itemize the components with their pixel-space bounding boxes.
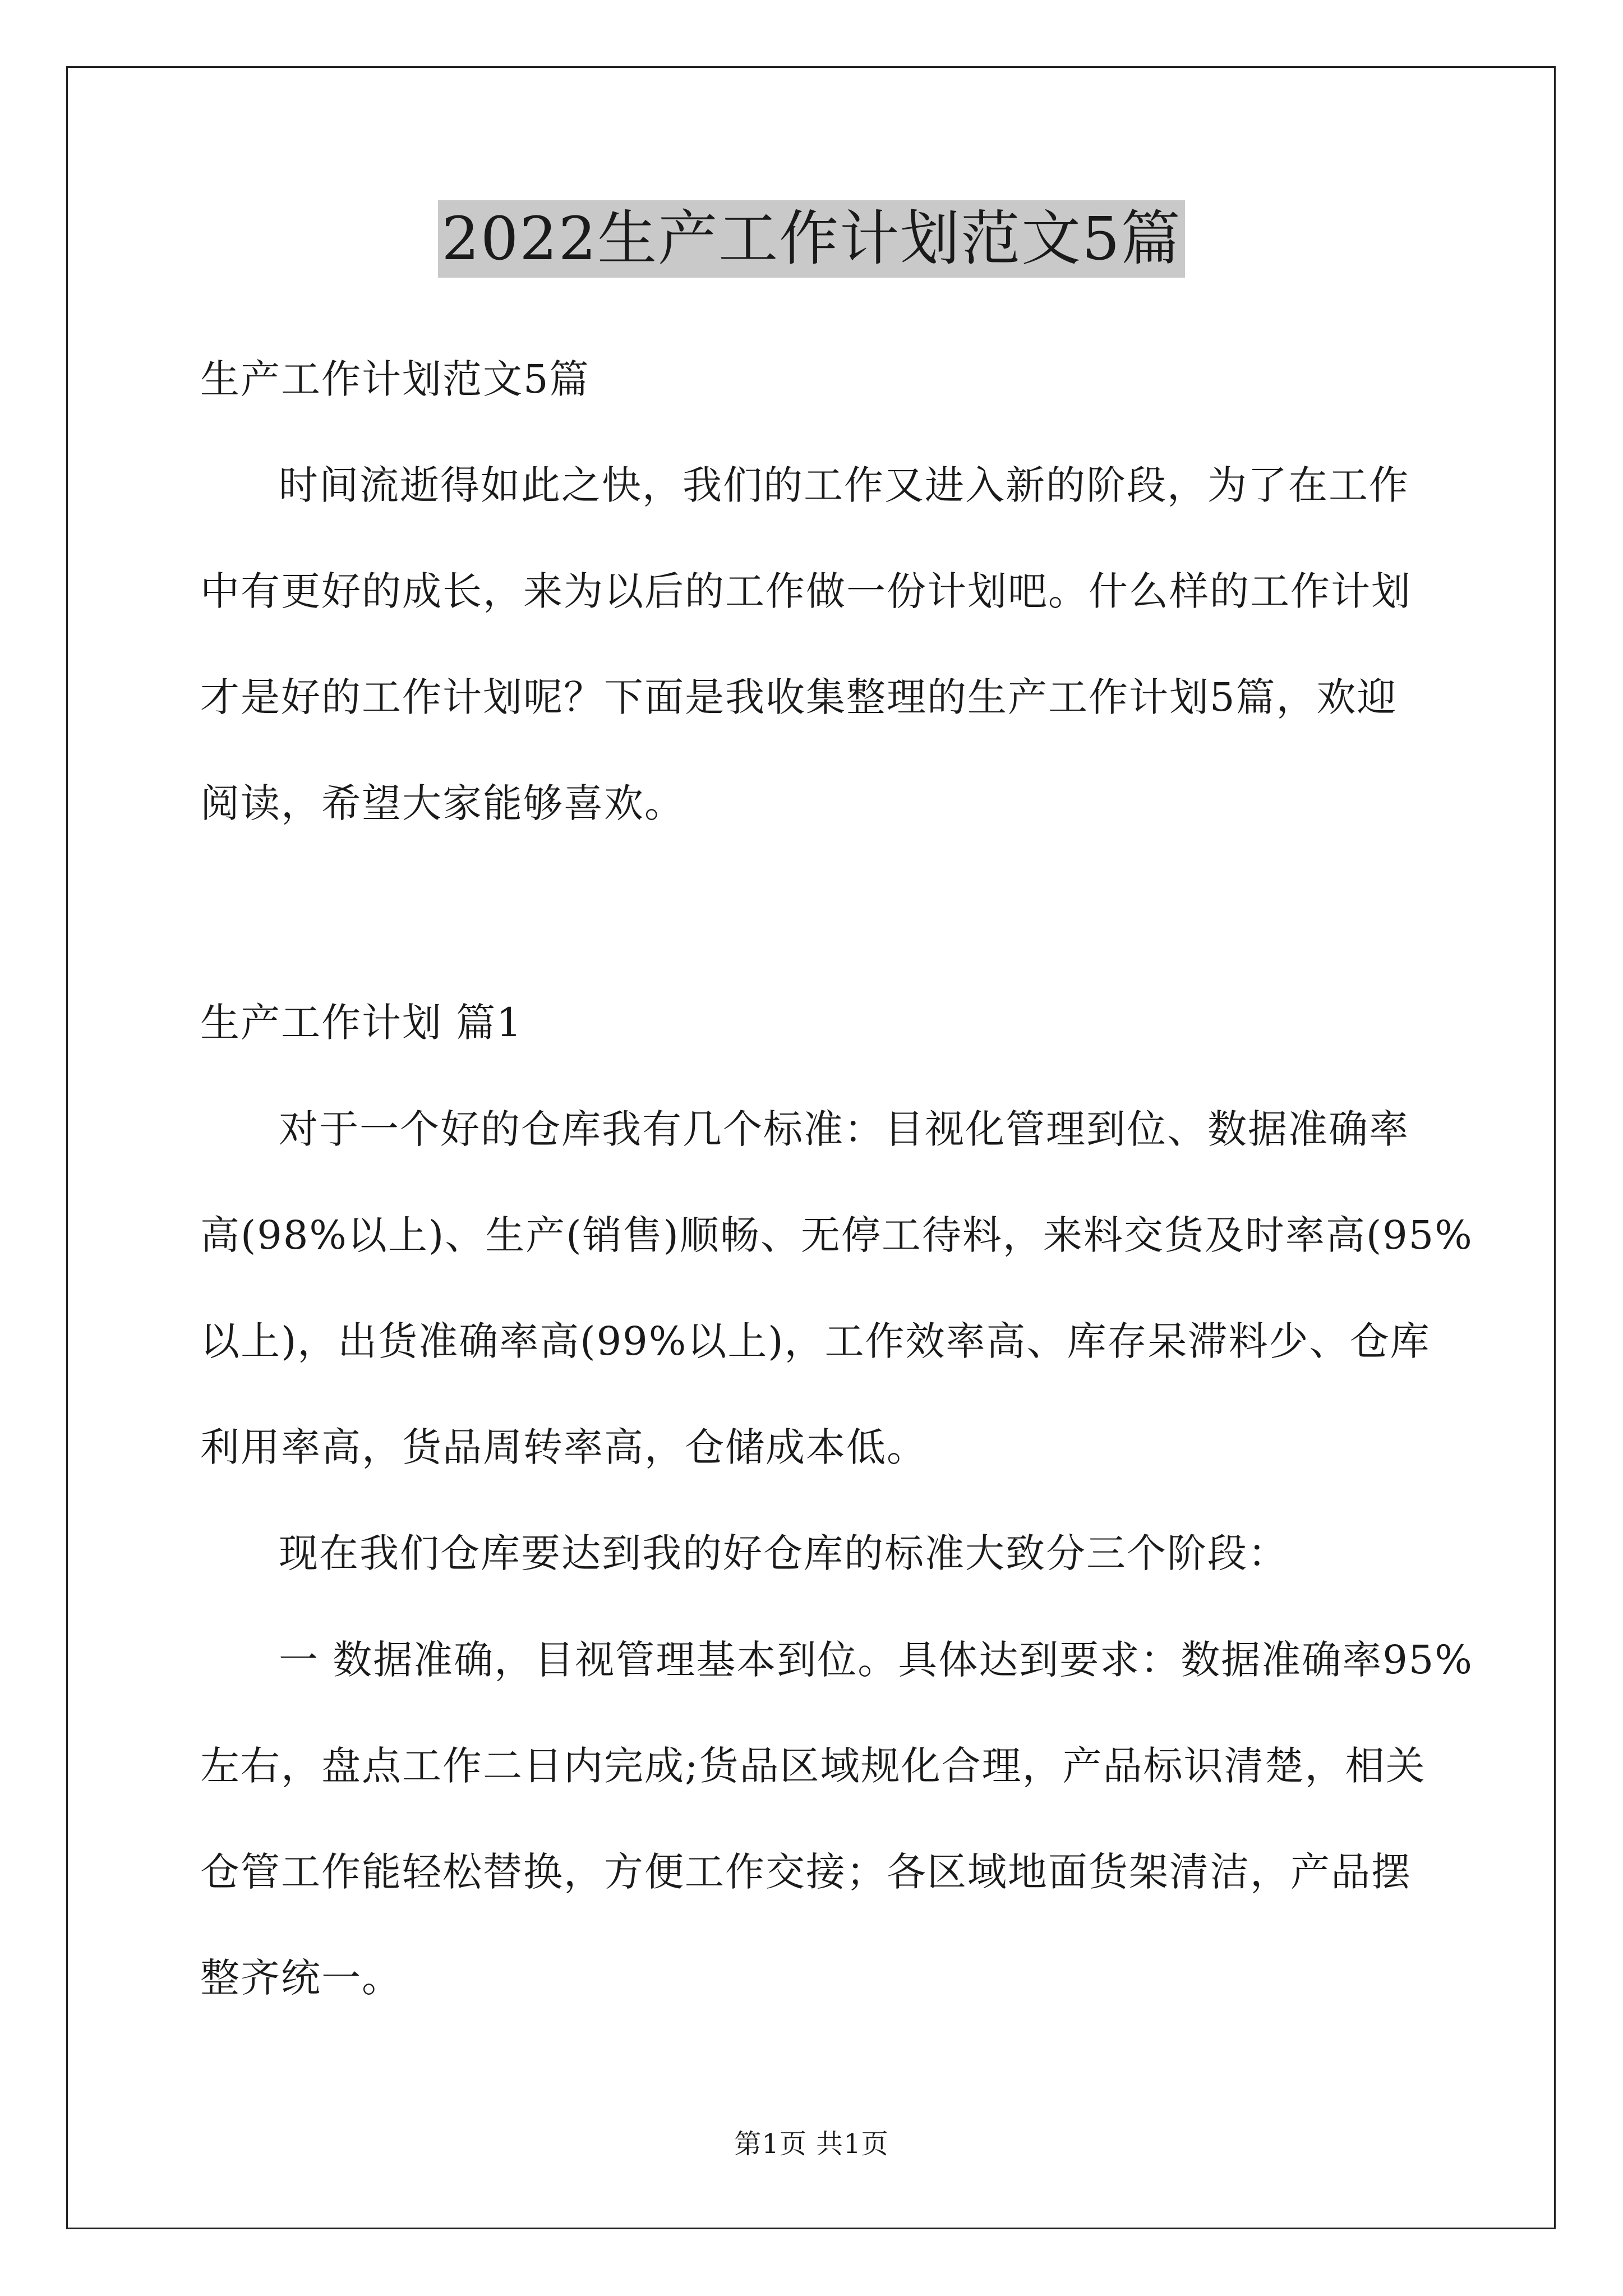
para3-line-3: 仓管工作能轻松替换，方便工作交接；各区域地面货架清洁，产品摆	[200, 1849, 1412, 1895]
para3-line-2: 左右，盘点工作二日内完成;货品区域规化合理，产品标识清楚，相关	[200, 1743, 1426, 1789]
title-container	[0, 200, 1623, 278]
para1-line-2: 高(98%以上)、生产(销售)顺畅、无停工待料，来料交货及时率高(95%	[200, 1212, 1473, 1258]
intro-line-3: 才是好的工作计划呢？下面是我收集整理的生产工作计划5篇，欢迎	[200, 674, 1398, 720]
page-footer: 第1页 共1页	[734, 2128, 889, 2160]
document-title: 2022生产工作计划范文5篇	[438, 200, 1184, 278]
para1-line-3: 以上)，出货准确率高(99%以上)，工作效率高、库存呆滞料少、仓库	[200, 1318, 1431, 1364]
para1-line-1: 对于一个好的仓库我有几个标准：目视化管理到位、数据准确率	[279, 1106, 1409, 1152]
para2-line-1: 现在我们仓库要达到我的好仓库的标准大致分三个阶段：	[279, 1530, 1288, 1576]
document-subtitle: 生产工作计划范文5篇	[200, 356, 590, 402]
intro-line-2: 中有更好的成长，来为以后的工作做一份计划吧。什么样的工作计划	[200, 568, 1412, 614]
section-heading: 生产工作计划 篇1	[200, 1000, 523, 1046]
intro-line-4: 阅读，希望大家能够喜欢。	[200, 780, 685, 826]
intro-line-1: 时间流逝得如此之快，我们的工作又进入新的阶段，为了在工作	[279, 462, 1409, 508]
para3-line-1: 一 数据准确，目视管理基本到位。具体达到要求：数据准确率95%	[279, 1637, 1473, 1683]
para3-line-4: 整齐统一。	[200, 1955, 402, 2001]
para1-line-4: 利用率高，货品周转率高，仓储成本低。	[200, 1424, 927, 1470]
